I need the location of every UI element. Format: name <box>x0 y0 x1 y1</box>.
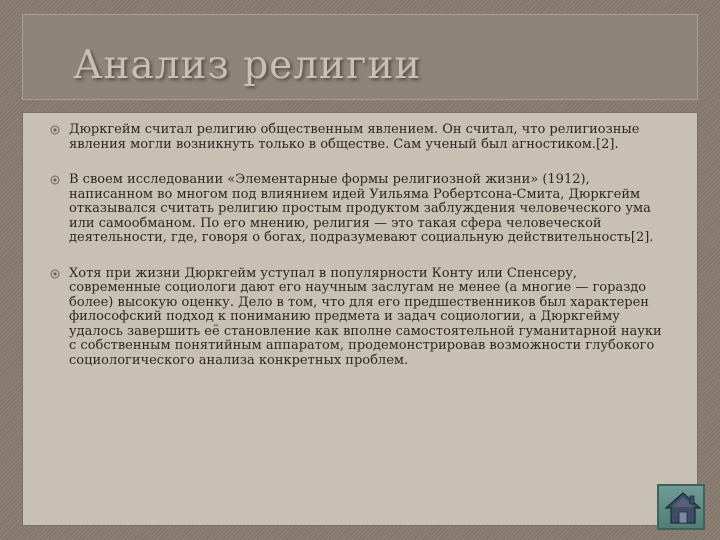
bullet-marker-icon <box>49 174 61 186</box>
bullet-text: Дюркгейм считал религию общественным явлением. Он считал, что религиозные явления могли возникнуть только в обществе. Сам ученый был агностиком.[2]. <box>69 122 640 152</box>
bullet-marker-icon <box>49 124 61 136</box>
bullet-list <box>49 123 671 389</box>
bullet-marker-icon <box>49 268 61 280</box>
bullet-item <box>49 173 671 246</box>
home-icon <box>663 489 703 527</box>
title-panel <box>22 14 698 100</box>
bullet-text: В своем исследовании «Элементарные формы религиозной жизни» (1912), написанном во многом под влиянием идей Уильяма Робертсона-Смита, Дюркгейм отказывался считать религию простым продуктом заблуждения человеческого ума или самообманом. По его мнению, религия — это такая сфера человеческой деятельности, где, говоря о богах, подразумевают социальную действительность[2]. <box>69 172 654 245</box>
slide-title: Анализ религии <box>73 43 422 88</box>
bullet-item <box>49 267 671 369</box>
home-button[interactable] <box>657 484 705 530</box>
bullet-item <box>49 123 671 152</box>
content-panel <box>22 112 698 526</box>
bullet-text: Хотя при жизни Дюркгейм уступал в популярности Конту или Спенсеру, современные социологи дают его научным заслугам не менее (а многие — гораздо более) высокую оценку. Дело в том, что для его предшественников был характерен философский подход к пониманию предмета и задач социологии, а Дюркгейму удалось завершить её становление как вполне самостоятельной гуманитарной науки с собственным понятийным аппаратом, продемонстрировав возможности глубокого социологического анализа конкретных проблем. <box>69 265 662 368</box>
